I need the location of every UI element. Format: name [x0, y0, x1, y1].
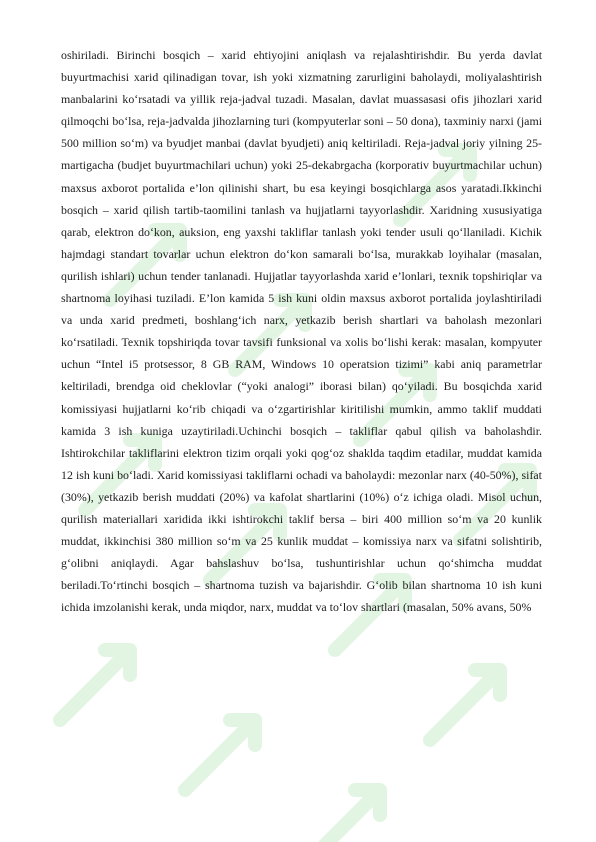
- body-paragraph: oshiriladi. Birinchi bosqich – xarid ehtiyojini aniqlash va rejalashtirishdir. Bu yerda davlat buyurtmachisi xarid qilinadigan tovar, ish yoki xizmatning zarurligini baholaydi, moliyalashtirish manbalarini ko‘rsatadi va yillik reja-jadval tuzadi. Masalan, davlat muassasasi ofis jihozlari xarid qilmoqchi bo‘lsa, reja-jadvalda jihozlarning turi (kompyuterlar soni – 50 dona), taxminiy narxi (jami 500 million so‘m) va byudjet manbai (davlat byudjeti) aniq keltiriladi. Reja-jadval joriy yilning 25-martigacha (budjet buyurtmachilari uchun) yoki 25-dekabrgacha (korporativ buyurtmachilar uchun) maxsus axborot portalida e’lon qilinishi shart, bu esa keyingi bosqichlarga asos yaratadi.Ikkinchi bosqich – xarid qilish tartib-taomilini tanlash va hujjatlarni tayyorlashdir. Xaridning xususiyatiga qarab, elektron do‘kon, auksion, eng yaxshi takliflar tanlash yoki tender usuli qo‘llaniladi. Kichik hajmdagi standart tovarlar uchun elektron do‘kon samarali bo‘lsa, murakkab loyihalar (masalan, qurilish ishlari) uchun tender tanlanadi. Hujjatlar tayyorlashda xarid e’lonlari, texnik topshiriqlar va shartnoma loyihasi tuziladi. E’lon kamida 5 ish kuni oldin maxsus axborot portalida joylashtiriladi va unda xarid predmeti, boshlang‘ich narx, yetkazib berish shartlari va baholash mezonlari ko‘rsatiladi. Texnik topshiriqda tovar tavsifi funksional va xolis bo‘lishi kerak: masalan, kompyuter uchun “Intel i5 protsessor, 8 GB RAM, Windows 10 operatsion tizimi” kabi aniq parametrlar keltiriladi, brendga oid cheklovlar (“yoki analogi” iborasi bilan) qo‘yiladi. Bu bosqichda xarid komissiyasi hujjatlarni ko‘rib chiqadi va o‘zgartirishlar kiritilishi mumkin, ammo taklif muddati kamida 3 ish kuniga uzaytiriladi.Uchinchi bosqich – takliflar qabul qilish va baholashdir. Ishtirokchilar takliflarini elektron tizim orqali yoki qog‘oz shaklda taqdim etadilar, muddat kamida 12 ish kuni bo‘ladi. Xarid komissiyasi takliflarni ochadi va baholaydi: mezonlar narx (40-50%), sifat (30%), yetkazib berish muddati (20%) va kafolat shartlarini (10%) o‘z ichiga oladi. Misol uchun, qurilish materiallari xaridida ikki ishtirokchi taklif bersa – biri 400 million so‘m va 20 kunlik muddat, ikkinchisi 380 million so‘m va 25 kunlik muddat – komissiya narx va sifatni solishtirib, g‘olibni aniqlaydi. Agar bahslashuv bo‘lsa, tushuntirishlar uchun qo‘shimcha muddat beriladi.To‘rtinchi bosqich – shartnoma tuzish va bajarishdir. G‘olib bilan shartnoma 10 ish kuni ichida imzolanishi kerak, unda miqdor, narx, muddat va to‘lov shartlari (masalan, 50% avans, 50%: [61, 48, 542, 615]
- watermark-mark: [60, 650, 130, 720]
- watermark-mark: [430, 670, 500, 740]
- watermark-mark: [185, 720, 255, 790]
- watermark-mark: [310, 790, 380, 842]
